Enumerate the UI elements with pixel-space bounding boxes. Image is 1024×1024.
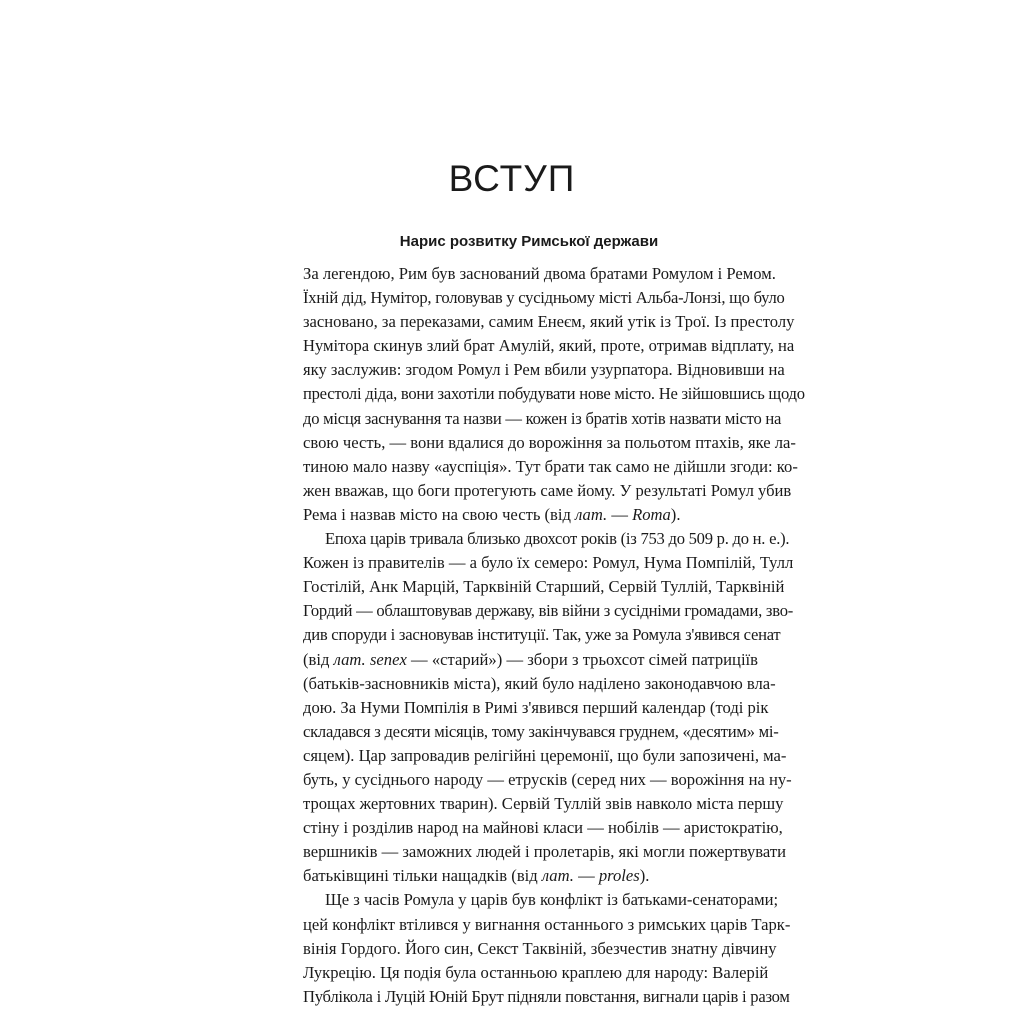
text-line: вершників — заможних людей і пролетарів, які могли пожертвувати	[303, 842, 786, 862]
text-line: Публікола і Луцій Юній Брут підняли повстання, вигнали царів і разом	[303, 986, 790, 1006]
text-line: стіну і розділив народ на майнові класи — нобілів — аристократію,	[303, 818, 783, 838]
chapter-title: ВСТУП	[448, 158, 576, 199]
text-line: дою. За Нуми Помпілія в Римі з'явився перший календар (тоді рік	[303, 697, 769, 717]
text-line: сяцем). Цар запровадив релігійні церемонії, що були запозичені, ма-	[303, 745, 787, 765]
text-line: до місця заснування та назви — кожен із братів хотів назвати місто на	[303, 408, 782, 428]
text-line: Ще з часів Ромула у царів був конфлікт із батьками-сенаторами;	[325, 890, 779, 910]
text-line: Епоха царів тривала близько двохсот років (із 753 до 509 р. до н. е.).	[325, 529, 790, 549]
text-line: вінія Гордого. Його син, Секст Таквіній, збезчестив знатну дівчину	[303, 938, 777, 958]
text-line: тиною мало назву «ауспіція». Тут брати так само не дійшли згоди: ко-	[303, 456, 798, 476]
text-line: засновано, за переказами, самим Енеєм, який утік із Трої. Із престолу	[303, 312, 795, 332]
text-line: (батьків-засновників міста), який було наділено законодавчою вла-	[303, 673, 776, 693]
text-line: див споруди і засновував інституції. Так, уже за Ромула з'явився сенат	[303, 625, 781, 645]
text-line: жен вважав, що боги протегують саме йому. У результаті Ромул убив	[303, 480, 792, 500]
text-line: Гордий — облаштовував державу, вів війни з сусідніми громадами, зво-	[303, 601, 794, 621]
text-line: трощах жертовних тварин). Сервій Туллій звів навколо міста першу	[303, 794, 784, 814]
text-line: За легендою, Рим був заснований двома братами Ромулом і Ремом.	[303, 264, 776, 283]
text-line: Рема і назвав місто на свою честь (від лат. — Roma).	[303, 504, 681, 524]
text-line: батьківщині тільки нащадків (від лат. — proles).	[303, 866, 650, 886]
text-line: Гостілій, Анк Марцій, Тарквіній Старший, Сервій Туллій, Тарквіній	[303, 577, 785, 597]
text-line: яку заслужив: згодом Ромул і Рем вбили узурпатора. Відновивши на	[303, 360, 785, 380]
text-line: Їхній дід, Нумітор, головував у сусідньому місті Альба-Лонзі, що було	[303, 288, 785, 308]
text-line: Нумітора скинув злий брат Амулій, який, проте, отримав відплату, на	[303, 336, 795, 356]
body-text	[303, 262, 805, 1009]
text-line: цей конфлікт втілився у вигнання останнього з римських царів Тарк-	[303, 914, 791, 934]
text-line: Лукрецію. Ця подія була останньою краплею для народу: Валерій	[303, 962, 769, 982]
text-line: (від лат. senex — «старий») — збори з трьохсот сімей патриціїв	[303, 649, 758, 669]
chapter-subtitle: Нарис розвитку Римської держави	[399, 233, 659, 250]
text-line: свою честь, — вони вдалися до ворожіння за польотом птахів, яке ла-	[303, 432, 796, 452]
text-line: буть, у сусіднього народу — етрусків (серед них — ворожіння на ну-	[303, 769, 792, 789]
text-line: престолі діда, вони захотіли побудувати нове місто. Не зійшовшись щодо	[303, 384, 805, 404]
text-line: Кожен із правителів — а було їх семеро: Ромул, Нума Помпілій, Тулл	[303, 553, 794, 573]
text-line: складався з десяти місяців, тому закінчувався груднем, «десятим» мі-	[303, 721, 779, 741]
